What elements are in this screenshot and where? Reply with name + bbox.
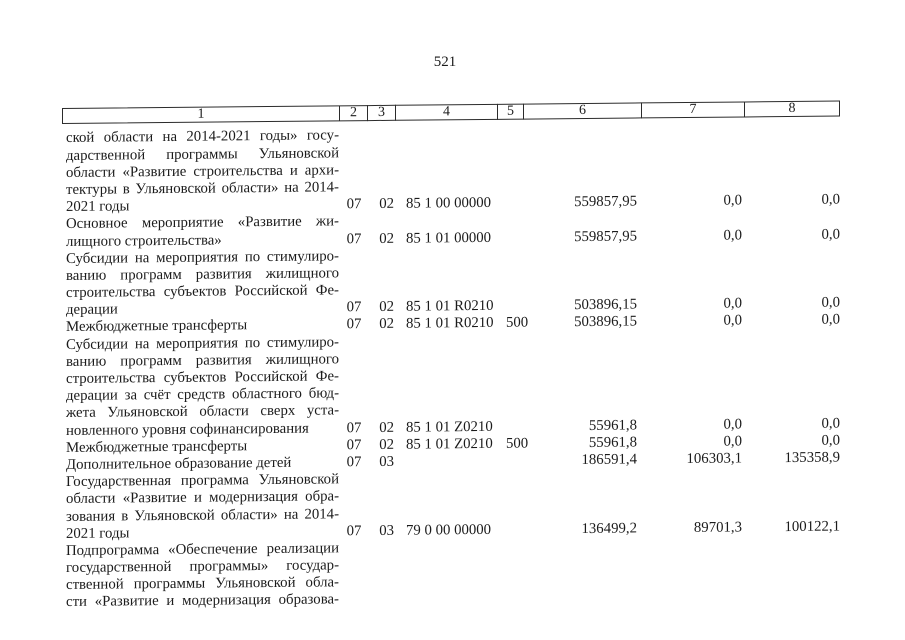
description-line: Основное мероприятие «Развитие жи- <box>66 213 339 233</box>
target-article-code: 85 1 01 R0210 <box>406 315 494 333</box>
description-line: Субсидии на мероприятия по стимулиро- <box>66 333 339 353</box>
amount-column-8: 0,0 <box>821 294 840 311</box>
description-line: лищного строительства» <box>66 231 222 250</box>
section-code: 07 <box>346 299 362 316</box>
subsection-code: 03 <box>379 453 394 470</box>
description-line: строительства субъектов Российской Фе- <box>66 368 339 387</box>
column-header-7: 7 <box>642 101 745 118</box>
row-description <box>62 334 340 440</box>
description-line: Межбюджетные трансферты <box>66 317 248 336</box>
amount-column-8: 135358,9 <box>784 449 840 467</box>
description-line: жета Ульяновской области сверх уста- <box>66 402 339 422</box>
expense-type-code: 500 <box>506 314 529 332</box>
column-header-3: 3 <box>368 105 396 121</box>
row-description <box>62 248 340 319</box>
amount-column-7: 0,0 <box>723 312 742 330</box>
description-line: дерации <box>66 301 118 319</box>
description-line: ской области на 2014-2021 годы» госу- <box>66 127 339 147</box>
description-line: Государственная программа Ульяновской <box>66 471 339 491</box>
amount-column-6: 55961,8 <box>588 434 637 451</box>
table-body <box>62 123 840 612</box>
description-line: ственной программы Ульяновской обла- <box>66 574 339 594</box>
description-line: Дополнительное образование детей <box>66 454 292 473</box>
amount-column-7: 106303,1 <box>686 450 742 467</box>
target-article-code: 79 0 00 00000 <box>406 521 492 539</box>
amount-column-6: 186591,4 <box>581 451 637 468</box>
row-description <box>62 471 340 542</box>
description-line: дарственной программы Ульяновской <box>66 144 339 164</box>
amount-column-6: 136499,2 <box>581 520 637 537</box>
target-article-code: 85 1 01 Z0210 <box>406 435 493 453</box>
column-header-1: 1 <box>62 105 340 124</box>
target-article-code: 85 1 01 00000 <box>406 229 492 247</box>
amount-column-7: 0,0 <box>723 416 742 433</box>
amount-column-6: 559857,95 <box>574 193 637 211</box>
subsection-code: 03 <box>379 522 394 539</box>
table-row <box>62 535 840 611</box>
table-row <box>62 123 840 216</box>
description-line: зования в Ульяновской области» на 2014- <box>66 505 339 525</box>
amount-column-8: 100122,1 <box>784 518 840 535</box>
description-line: дерации за счёт средств областного бюд- <box>66 385 339 405</box>
description-line: новленного уровня софинансирования <box>66 420 309 439</box>
amount-column-6: 55961,8 <box>588 417 637 434</box>
amount-column-6: 503896,15 <box>574 313 637 331</box>
description-line: Межбюджетные трансферты <box>66 437 248 456</box>
budget-table <box>62 101 840 612</box>
row-description <box>62 214 340 251</box>
column-header-8: 8 <box>745 101 840 118</box>
subsection-code: 02 <box>379 419 394 436</box>
description-line: государственной программы» государ- <box>66 557 339 577</box>
subsection-code: 02 <box>379 436 394 453</box>
description-line: Подпрограмма «Обеспечение реализации <box>66 540 339 559</box>
subsection-code: 02 <box>379 195 394 213</box>
subsection-code: 02 <box>379 230 394 247</box>
subsection-code: 02 <box>379 316 394 333</box>
description-line: области «Развитие и модернизация обра- <box>66 488 339 508</box>
description-line: ванию программ развития жилищного <box>66 351 339 370</box>
description-line: Субсидии на мероприятия по стимулиро- <box>66 248 339 267</box>
description-line: сти «Развитие и модернизация образова- <box>66 591 339 611</box>
amount-column-8: 0,0 <box>821 191 840 208</box>
amount-column-6: 503896,15 <box>574 296 637 314</box>
page-number: 521 <box>433 54 457 70</box>
expense-type-code: 500 <box>506 435 529 452</box>
target-article-code: 85 1 00 00000 <box>406 195 492 212</box>
section-code: 07 <box>346 522 362 539</box>
amount-column-7: 0,0 <box>723 433 742 450</box>
section-code: 07 <box>346 454 362 471</box>
column-header-4: 4 <box>396 104 498 121</box>
table-header <box>62 101 840 124</box>
section-code: 07 <box>346 230 362 247</box>
table-row <box>62 329 840 440</box>
amount-column-8: 0,0 <box>821 226 840 243</box>
table-row <box>62 467 840 543</box>
description-line: 2021 годы <box>66 198 130 216</box>
amount-column-8: 0,0 <box>821 432 840 449</box>
amount-column-7: 89701,3 <box>693 519 742 536</box>
section-code: 07 <box>346 436 362 454</box>
amount-column-6: 559857,95 <box>574 227 637 245</box>
description-line: области «Развитие строительства и архи- <box>66 162 339 181</box>
amount-column-7: 0,0 <box>723 192 742 209</box>
target-article-code: 85 1 01 R0210 <box>406 298 494 315</box>
section-code: 07 <box>346 316 362 333</box>
description-line: ванию программ развития жилищного <box>66 265 339 284</box>
description-line: строительства субъектов Российской Фе- <box>66 282 339 302</box>
column-header-2: 2 <box>340 105 368 121</box>
amount-column-8: 0,0 <box>821 311 840 329</box>
amount-column-7: 0,0 <box>723 295 742 312</box>
row-description <box>62 128 340 217</box>
column-header-5: 5 <box>498 104 524 120</box>
subsection-code: 02 <box>379 299 394 316</box>
table-row <box>62 243 840 319</box>
column-header-6: 6 <box>524 102 642 119</box>
section-code: 07 <box>346 196 362 213</box>
section-code: 07 <box>346 419 362 436</box>
amount-column-7: 0,0 <box>723 226 742 244</box>
row-description <box>62 540 340 611</box>
description-line: 2021 годы <box>66 525 130 542</box>
amount-column-8: 0,0 <box>821 415 840 432</box>
description-line: тектуры в Ульяновской области» на 2014- <box>66 179 339 198</box>
target-article-code: 85 1 01 Z0210 <box>406 418 493 436</box>
